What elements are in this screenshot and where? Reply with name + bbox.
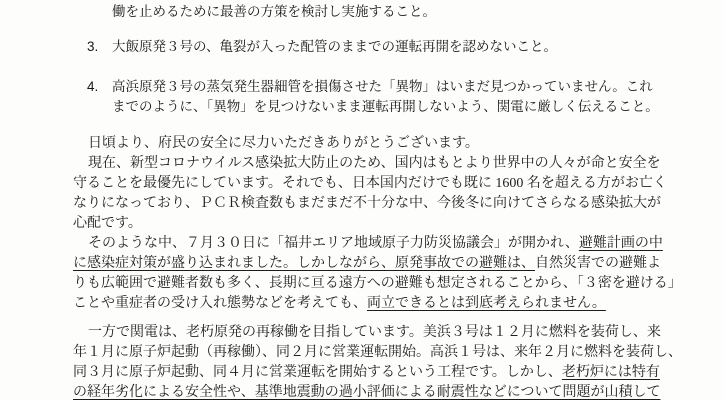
text-segment: 心配です。 xyxy=(73,216,142,231)
text-line xyxy=(73,383,724,400)
text-segment: までのように、「異物」を見つけないまま運転再開しないよう、関電に厳しく伝えること。 xyxy=(112,99,659,114)
paragraph-greeting xyxy=(73,134,724,154)
list-item-number: 4. xyxy=(87,79,99,94)
text-line xyxy=(73,194,724,214)
underlined-text: の経年劣化による安全性や、基準地震動の過小評価による耐震性などについて問題が山積して xyxy=(73,385,661,400)
text-line xyxy=(87,37,724,57)
text-line xyxy=(73,254,724,274)
text-line xyxy=(73,134,724,154)
text-line xyxy=(73,274,724,294)
text-segment: 自然災害での避難よ xyxy=(535,256,661,271)
paragraph-evacuation-plan xyxy=(73,234,724,314)
text-segment: 高浜原発３号の蒸気発生器細管を損傷させた「異物」はいまだ見つかっていません。これ xyxy=(112,79,653,94)
list-item-number: 3. xyxy=(87,39,99,54)
text-segment: ことや重症者の受け入れ態勢などを考えても、 xyxy=(73,296,367,311)
text-segment: 同３月に原子炉起動、同４月に営業運転を開始するという工程です。しかし、 xyxy=(73,365,562,380)
text-segment: りも広範囲で避難者数も多く、長期に亘る遠方への避難も想定されることから、「３密を避ける」 xyxy=(73,276,682,291)
text-segment: 年１月に原子炉起動（再稼働）、同２月に営業運転開始。高浜１号は、来年２月に燃料を装荷し、 xyxy=(73,345,682,360)
text-segment: 大飯原発３号の、亀裂が入った配管のままでの運転再開を認めないこと。 xyxy=(112,39,557,54)
paragraph-restart-schedule xyxy=(73,323,724,400)
underlined-text: 避難計画の中 xyxy=(578,236,663,251)
list-item-4 xyxy=(87,77,724,117)
text-line xyxy=(73,234,724,254)
text-line xyxy=(112,2,724,22)
list-item-2-continuation xyxy=(112,2,724,22)
underlined-text: 老朽炉には特有 xyxy=(561,365,660,380)
text-line xyxy=(73,214,724,234)
list-item-3 xyxy=(87,37,724,57)
text-line xyxy=(73,154,724,174)
text-line xyxy=(73,323,724,343)
text-line xyxy=(112,97,724,117)
text-line xyxy=(73,343,724,363)
text-segment: 日頃より、府民の安全に尽力いただきありがとうございます。 xyxy=(88,136,479,151)
text-segment: 一方で関電は、老朽原発の再稼働を目指しています。美浜３号は１２月に燃料を装荷し、来 xyxy=(88,325,661,340)
text-segment: 現在、新型コロナウイルス感染拡大防止のため、国内はもとより世界中の人々が命と安全を xyxy=(88,156,661,171)
text-line xyxy=(73,363,724,383)
text-segment: 働を止めるために最善の方策を検討し実施すること。 xyxy=(112,4,436,19)
text-segment: なりになっており、ＰＣＲ検査数もまだまだ不十分な中、今後冬に向けてさらなる感染拡大が xyxy=(73,196,661,211)
underlined-text: 両立できるとは到底考えられません。 xyxy=(367,296,606,311)
text-line xyxy=(73,294,724,314)
text-segment: 守ることを最優先にしています。それでも、日本国内だけでも既に 1600 名を超える方がお亡く xyxy=(73,176,667,191)
underlined-text: しかしながら、原発事故での避難は、 xyxy=(297,256,535,271)
text-segment: そのような中、７月３０日に「福井エリア地域原子力防災協議会」が開かれ、 xyxy=(88,236,579,251)
text-line xyxy=(87,77,724,97)
text-line xyxy=(73,174,724,194)
paragraph-covid xyxy=(73,154,724,234)
underlined-text: に感染症対策が盛り込まれました。 xyxy=(73,256,297,271)
